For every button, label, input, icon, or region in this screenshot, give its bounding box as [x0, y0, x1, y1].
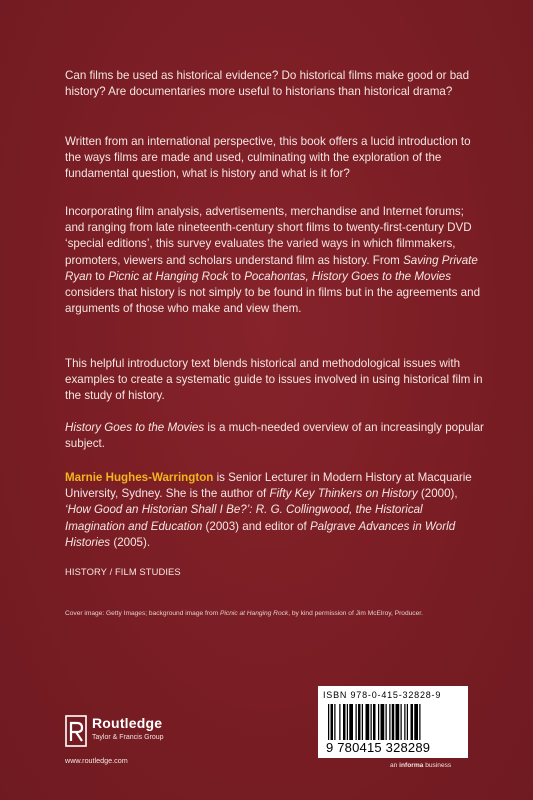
barcode-bar [358, 704, 361, 740]
barcode-bar [371, 704, 372, 740]
barcode-bar [404, 704, 405, 740]
publisher-group: Taylor & Francis Group [92, 734, 164, 741]
barcode-icon [326, 704, 460, 740]
barcode-bar [362, 704, 363, 740]
cover-image-credit: Cover image: Getty Images; background image from Picnic at Hanging Rock, by kind permission of Jim McElroy, Producer. [65, 610, 423, 617]
author-bio: Marnie Hughes-Warrington is Senior Lecturer in Modern History at Macquarie University, Sydney. She is the author of Fifty Key Thinkers on History (2000), ‘How Good an Historian Shall I Be?’: R. G. Collingwood, the Historical Imagination and Education (2003) and editor of Palgrave Advances in World Histories (2005). [65, 471, 472, 549]
barcode-bar [401, 704, 402, 740]
isbn-number: ISBN 978-0-415-32828-9 [323, 690, 442, 700]
barcode-bar [347, 704, 348, 740]
barcode-bar [392, 704, 395, 740]
barcode-bar [356, 704, 357, 740]
barcode-bar [331, 704, 334, 740]
barcode-bar [411, 704, 414, 740]
film-title: Saving Private Ryan [65, 253, 478, 283]
publisher-logo [65, 715, 205, 751]
barcode-bar [386, 704, 387, 740]
barcode-bar [419, 704, 420, 740]
routledge-mark-icon [65, 715, 89, 751]
blurb-paragraph-4: This helpful introductory text blends historical and methodological issues with examples to create a systematic guide to issues involved in using historical film in the study of history. [65, 357, 483, 403]
barcode-bar [389, 704, 390, 740]
informa-tagline: an informa business [390, 762, 452, 769]
blurb-paragraph-5: History Goes to the Movies is a much-needed overview of an increasingly popular subject. [65, 421, 484, 451]
publisher-website: www.routledge.com [65, 756, 128, 765]
publisher-name: Routledge [92, 715, 163, 731]
barcode-bar [381, 704, 385, 740]
barcode-bar [328, 704, 329, 740]
barcode-bar [334, 704, 335, 740]
blurb-paragraph-3: Incorporating film analysis, advertisements, merchandise and Internet forums; and ranging from late nineteenth-century short films to twenty-first-century DVD ‘special editions’, this survey evaluates the varied ways in which filmmakers, promoters, viewers and scholars understand film as history. From Saving Private Ryan to Picnic at Hanging Rock to Pocahontas, History Goes to the Movies considers that history is not simply to be found in films but in the agreements and arguments of those who make and view them. [65, 205, 481, 316]
barcode-bar [373, 704, 376, 740]
book-title: Pocahontas, History Goes to the Movies [244, 269, 452, 283]
barcode-bar [343, 704, 346, 740]
barcode-bar [366, 704, 370, 740]
barcode-bar [396, 704, 400, 740]
book-title: History Goes to the Movies [65, 421, 205, 434]
barcode-bar [339, 704, 340, 740]
blurb-paragraph-1: Can films be used as historical evidence? Do historical films make good or bad history? Are documentaries more useful to historians than historical drama? [65, 69, 470, 99]
isbn-barcode [318, 686, 468, 758]
barcode-bar [349, 704, 353, 740]
barcode-digits: 9 780415 328289 [326, 740, 431, 755]
barcode-bar [414, 704, 418, 740]
film-title: Picnic at Hanging Rock [108, 269, 229, 283]
barcode-bar [378, 704, 379, 740]
author-name: Marnie Hughes-Warrington [65, 471, 214, 484]
barcode-bar [407, 704, 408, 740]
blurb-paragraph-2: Written from an international perspective, this book offers a lucid introduction to the ways films are made and used, culminating with the exploration of the fundamental question, what is history and what is it for? [65, 135, 471, 181]
subject-category: HISTORY / FILM STUDIES [65, 566, 181, 577]
